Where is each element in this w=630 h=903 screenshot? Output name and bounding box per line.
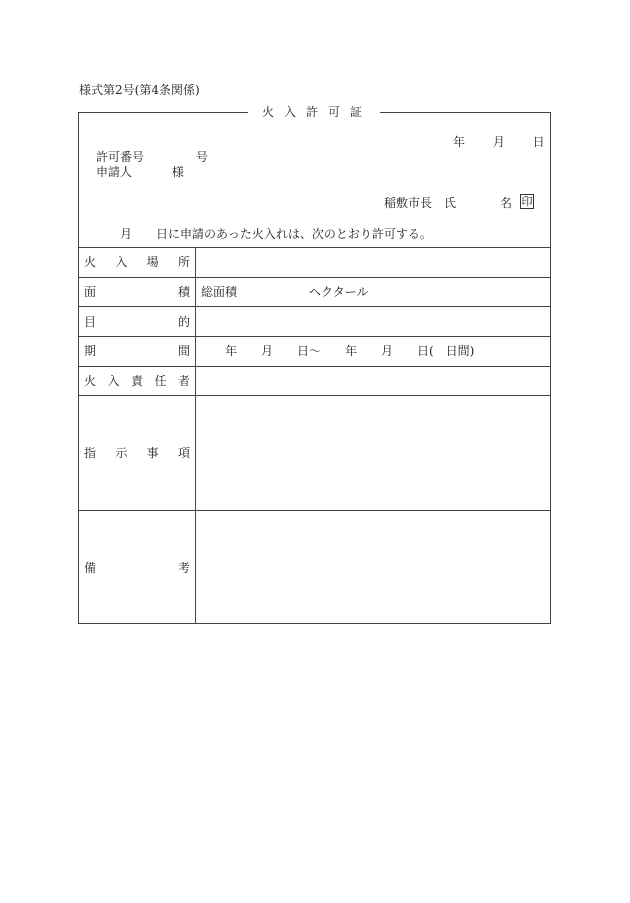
row-label-instructions [84, 446, 190, 460]
table-divider [78, 277, 551, 278]
table-divider [78, 366, 551, 367]
label-char: 場 [146, 255, 159, 269]
label-char: 者 [177, 374, 190, 388]
label-char: 考 [177, 561, 190, 575]
table-divider [78, 247, 551, 248]
table-divider [78, 395, 551, 396]
table-divider [78, 510, 551, 511]
row-label-purpose [84, 315, 190, 329]
date-line: 年 月 日 [453, 135, 545, 149]
row-value-period: 年 月 日～ 年 月 日( 日間) [225, 344, 475, 358]
name-label: 名 [500, 196, 513, 210]
form-number: 様式第2号(第4条関係) [79, 83, 200, 97]
label-char: 火 [84, 374, 97, 388]
label-char: 項 [177, 446, 190, 460]
column-divider [195, 247, 196, 624]
document-title: 火入許可証 [248, 104, 380, 120]
label-char: 事 [146, 446, 159, 460]
label-char: 責 [130, 374, 143, 388]
label-char: 示 [115, 446, 128, 460]
permit-frame [78, 112, 551, 624]
label-char: 火 [84, 255, 97, 269]
body-text: 月 日に申請のあった火入れは、次のとおり許可する。 [120, 227, 432, 241]
table-divider [78, 336, 551, 337]
label-char: 期 [84, 344, 97, 358]
label-char: 積 [177, 285, 190, 299]
label-char: 目 [84, 315, 97, 329]
row-label-remarks [84, 561, 190, 575]
label-char: 備 [84, 561, 97, 575]
row-label-responsible [84, 374, 190, 388]
label-char: 面 [84, 285, 97, 299]
row-value-area: 総面積 ヘクタール [201, 285, 369, 299]
label-char: 任 [154, 374, 167, 388]
label-char: 入 [115, 255, 128, 269]
label-char: 的 [177, 315, 190, 329]
seal-box: 印 [521, 195, 533, 208]
label-char: 間 [177, 344, 190, 358]
row-label-period [84, 344, 190, 358]
row-label-area [84, 285, 190, 299]
label-char: 所 [177, 255, 190, 269]
label-char: 指 [84, 446, 97, 460]
table-divider [78, 306, 551, 307]
label-char: 入 [107, 374, 120, 388]
permit-number: 許可番号 号 [96, 150, 208, 164]
row-label-location [84, 255, 190, 269]
issuer: 稲敷市長 氏 [384, 196, 457, 210]
applicant: 申請人 様 [96, 165, 184, 179]
